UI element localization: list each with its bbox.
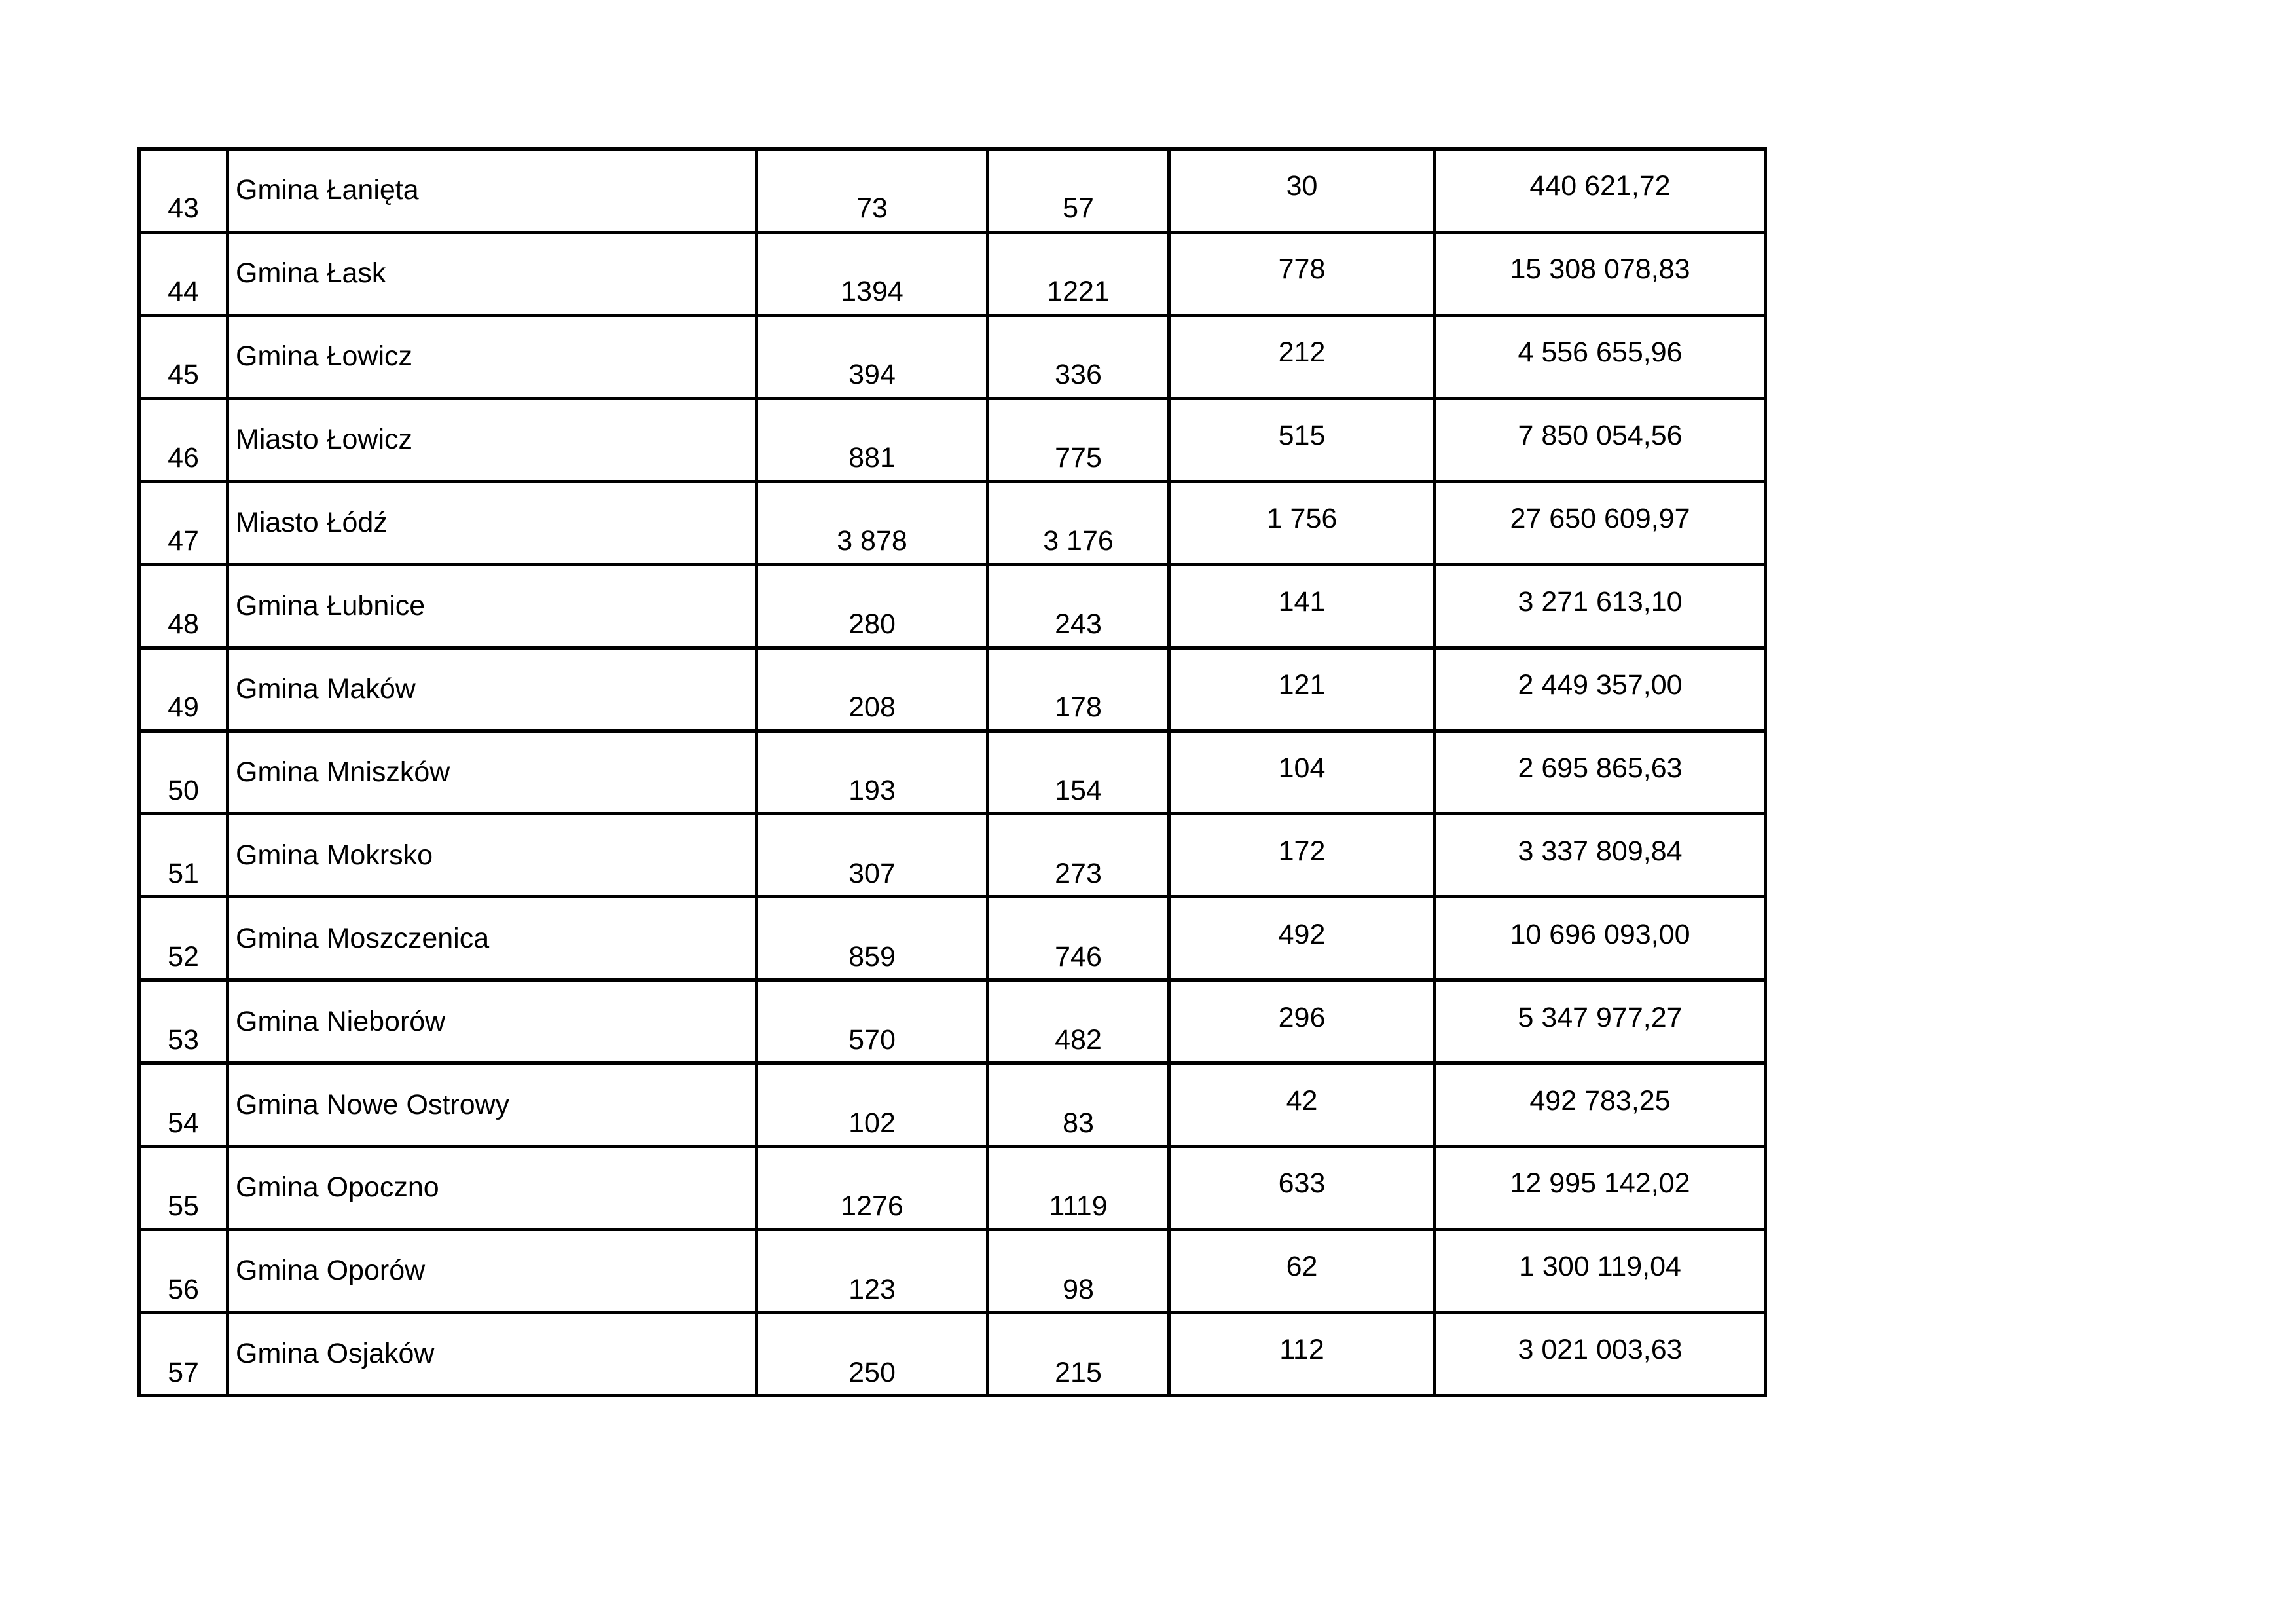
row-number-cell: [141, 483, 226, 563]
row-number-cell-text: 50: [168, 775, 199, 807]
municipality-name-cell-text: Gmina Maków: [236, 673, 416, 705]
value-a-cell: [758, 566, 986, 646]
row-number-cell-text: 53: [168, 1024, 199, 1056]
value-b-cell-text: 1119: [1049, 1190, 1108, 1222]
value-c-cell-text: 62: [1286, 1251, 1318, 1283]
municipality-name-cell: [229, 1065, 755, 1145]
municipality-name-cell-text: Gmina Łowicz: [236, 341, 413, 373]
row-number-cell: [141, 151, 226, 231]
municipality-name-cell: [229, 317, 755, 397]
amount-cell-text: 27 650 609,97: [1510, 502, 1690, 534]
row-number-cell-text: 56: [168, 1273, 199, 1305]
value-b-cell: [989, 650, 1167, 729]
row-number-cell: [141, 982, 226, 1061]
municipality-name-cell-text: Gmina Mniszków: [236, 756, 450, 788]
row-number-cell: [141, 234, 226, 314]
value-a-cell: [758, 1148, 986, 1228]
value-c-cell: [1171, 650, 1433, 729]
value-c-cell: [1171, 317, 1433, 397]
value-c-cell-text: 141: [1278, 585, 1326, 618]
row-number-cell-text: 46: [168, 442, 199, 474]
value-c-cell: [1171, 566, 1433, 646]
value-b-cell: [989, 400, 1167, 480]
value-a-cell-text: 881: [848, 442, 896, 474]
amount-cell: [1436, 733, 1764, 813]
value-a-cell-text: 250: [848, 1356, 896, 1388]
municipality-name-cell-text: Gmina Łubnice: [236, 589, 426, 621]
value-c-cell-text: 296: [1278, 1001, 1326, 1033]
value-c-cell-text: 121: [1278, 669, 1326, 701]
row-number-cell-text: 47: [168, 525, 199, 557]
value-c-cell-text: 778: [1278, 253, 1326, 286]
value-a-cell-text: 3 878: [837, 525, 907, 557]
row-number-cell-text: 45: [168, 359, 199, 391]
row-number-cell-text: 43: [168, 193, 199, 225]
amount-cell-text: 12 995 142,02: [1510, 1168, 1690, 1200]
amount-cell: [1436, 982, 1764, 1061]
value-b-cell-text: 98: [1063, 1273, 1094, 1305]
row-number-cell: [141, 815, 226, 895]
value-c-cell: [1171, 733, 1433, 813]
value-a-cell-text: 280: [848, 608, 896, 640]
row-number-cell: [141, 898, 226, 978]
municipality-name-cell: [229, 1231, 755, 1311]
value-b-cell: [989, 1065, 1167, 1145]
value-a-cell-text: 570: [848, 1024, 896, 1056]
value-a-cell: [758, 317, 986, 397]
value-b-cell-text: 746: [1055, 940, 1102, 972]
value-c-cell: [1171, 151, 1433, 231]
value-c-cell: [1171, 1231, 1433, 1311]
value-b-cell-text: 482: [1055, 1024, 1102, 1056]
value-b-cell: [989, 1148, 1167, 1228]
row-number-cell-text: 54: [168, 1107, 199, 1139]
value-b-cell-text: 1221: [1047, 276, 1110, 308]
municipality-name-cell: [229, 1148, 755, 1228]
value-c-cell-text: 172: [1278, 835, 1326, 867]
value-c-cell-text: 30: [1286, 170, 1318, 202]
value-b-cell: [989, 317, 1167, 397]
amount-cell-text: 10 696 093,00: [1510, 918, 1690, 950]
value-b-cell-text: 3 176: [1043, 525, 1114, 557]
value-b-cell-text: 775: [1055, 442, 1102, 474]
value-b-cell-text: 336: [1055, 359, 1102, 391]
municipality-name-cell-text: Gmina Moszczenica: [236, 922, 490, 954]
municipality-name-cell: [229, 234, 755, 314]
amount-cell-text: 440 621,72: [1529, 170, 1671, 202]
value-a-cell-text: 193: [848, 775, 896, 807]
value-a-cell: [758, 483, 986, 563]
amount-cell: [1436, 566, 1764, 646]
amount-cell: [1436, 650, 1764, 729]
municipality-name-cell: [229, 815, 755, 895]
value-b-cell-text: 178: [1055, 692, 1102, 724]
amount-cell: [1436, 1314, 1764, 1394]
amount-cell: [1436, 1231, 1764, 1311]
value-a-cell: [758, 234, 986, 314]
value-a-cell: [758, 1065, 986, 1145]
municipality-name-cell-text: Miasto Łowicz: [236, 424, 413, 456]
value-a-cell: [758, 898, 986, 978]
amount-cell-text: 3 337 809,84: [1518, 835, 1683, 867]
amount-cell-text: 7 850 054,56: [1518, 420, 1683, 452]
value-c-cell-text: 515: [1278, 420, 1326, 452]
amount-cell: [1436, 1148, 1764, 1228]
amount-cell: [1436, 483, 1764, 563]
value-a-cell: [758, 400, 986, 480]
value-c-cell: [1171, 400, 1433, 480]
row-number-cell-text: 51: [168, 857, 199, 889]
municipality-name-cell-text: Gmina Opoczno: [236, 1172, 439, 1204]
value-c-cell-text: 633: [1278, 1168, 1326, 1200]
municipality-name-cell-text: Gmina Nowe Ostrowy: [236, 1088, 510, 1120]
value-b-cell-text: 57: [1063, 193, 1094, 225]
row-number-cell: [141, 1314, 226, 1394]
row-number-cell-text: 52: [168, 940, 199, 972]
value-b-cell: [989, 1314, 1167, 1394]
value-a-cell-text: 102: [848, 1107, 896, 1139]
value-c-cell-text: 1 756: [1266, 502, 1338, 534]
row-number-cell: [141, 1065, 226, 1145]
value-a-cell-text: 1394: [841, 276, 903, 308]
amount-cell-text: 4 556 655,96: [1518, 337, 1683, 369]
value-b-cell: [989, 898, 1167, 978]
value-c-cell: [1171, 982, 1433, 1061]
amount-cell-text: 3 271 613,10: [1518, 585, 1683, 618]
municipality-name-cell: [229, 151, 755, 231]
municipality-name-cell: [229, 566, 755, 646]
amount-cell: [1436, 317, 1764, 397]
amount-cell: [1436, 400, 1764, 480]
municipality-name-cell-text: Miasto Łódź: [236, 506, 388, 538]
value-a-cell-text: 859: [848, 940, 896, 972]
value-c-cell: [1171, 1314, 1433, 1394]
municipality-name-cell-text: Gmina Osjaków: [236, 1338, 435, 1370]
value-b-cell: [989, 815, 1167, 895]
amount-cell-text: 492 783,25: [1529, 1084, 1671, 1116]
value-c-cell-text: 212: [1278, 337, 1326, 369]
municipalities-table: [137, 147, 1767, 1397]
value-b-cell-text: 243: [1055, 608, 1102, 640]
amount-cell: [1436, 815, 1764, 895]
municipality-name-cell-text: Gmina Łanięta: [236, 174, 419, 206]
amount-cell-text: 2 695 865,63: [1518, 752, 1683, 784]
value-b-cell: [989, 151, 1167, 231]
amount-cell: [1436, 898, 1764, 978]
row-number-cell: [141, 650, 226, 729]
amount-cell: [1436, 234, 1764, 314]
value-b-cell-text: 215: [1055, 1356, 1102, 1388]
municipality-name-cell: [229, 733, 755, 813]
amount-cell-text: 3 021 003,63: [1518, 1334, 1683, 1366]
row-number-cell: [141, 1231, 226, 1311]
municipality-name-cell-text: Gmina Łask: [236, 257, 386, 289]
row-number-cell-text: 57: [168, 1356, 199, 1388]
value-c-cell: [1171, 815, 1433, 895]
value-a-cell: [758, 1231, 986, 1311]
value-c-cell-text: 104: [1278, 752, 1326, 784]
amount-cell: [1436, 1065, 1764, 1145]
municipality-name-cell: [229, 898, 755, 978]
value-a-cell: [758, 151, 986, 231]
value-a-cell: [758, 733, 986, 813]
value-c-cell: [1171, 234, 1433, 314]
value-b-cell: [989, 1231, 1167, 1311]
value-a-cell-text: 1276: [841, 1190, 903, 1222]
value-b-cell: [989, 566, 1167, 646]
amount-cell-text: 15 308 078,83: [1510, 253, 1690, 286]
value-c-cell: [1171, 1148, 1433, 1228]
value-a-cell: [758, 982, 986, 1061]
value-a-cell-text: 123: [848, 1273, 896, 1305]
row-number-cell: [141, 566, 226, 646]
row-number-cell: [141, 400, 226, 480]
value-b-cell: [989, 733, 1167, 813]
municipality-name-cell: [229, 483, 755, 563]
row-number-cell: [141, 733, 226, 813]
value-a-cell: [758, 1314, 986, 1394]
value-a-cell-text: 73: [856, 193, 888, 225]
municipality-name-cell: [229, 1314, 755, 1394]
amount-cell: [1436, 151, 1764, 231]
row-number-cell: [141, 317, 226, 397]
value-b-cell: [989, 483, 1167, 563]
value-a-cell-text: 394: [848, 359, 896, 391]
value-b-cell: [989, 234, 1167, 314]
municipality-name-cell: [229, 982, 755, 1061]
municipality-name-cell-text: Gmina Nieborów: [236, 1005, 446, 1037]
value-a-cell-text: 208: [848, 692, 896, 724]
row-number-cell-text: 48: [168, 608, 199, 640]
row-number-cell-text: 55: [168, 1190, 199, 1222]
value-a-cell-text: 307: [848, 857, 896, 889]
value-b-cell-text: 273: [1055, 857, 1102, 889]
municipality-name-cell: [229, 400, 755, 480]
amount-cell-text: 5 347 977,27: [1518, 1001, 1683, 1033]
value-c-cell-text: 42: [1286, 1084, 1318, 1116]
value-b-cell-text: 154: [1055, 775, 1102, 807]
municipality-name-cell-text: Gmina Mokrsko: [236, 839, 433, 871]
value-c-cell-text: 112: [1279, 1334, 1324, 1366]
municipality-name-cell-text: Gmina Oporów: [236, 1255, 426, 1287]
value-c-cell: [1171, 1065, 1433, 1145]
value-a-cell: [758, 650, 986, 729]
value-c-cell: [1171, 898, 1433, 978]
value-c-cell-text: 492: [1278, 918, 1326, 950]
amount-cell-text: 1 300 119,04: [1519, 1251, 1681, 1283]
row-number-cell-text: 44: [168, 276, 199, 308]
value-c-cell: [1171, 483, 1433, 563]
amount-cell-text: 2 449 357,00: [1518, 669, 1683, 701]
value-a-cell: [758, 815, 986, 895]
value-b-cell-text: 83: [1063, 1107, 1094, 1139]
value-b-cell: [989, 982, 1167, 1061]
row-number-cell-text: 49: [168, 692, 199, 724]
row-number-cell: [141, 1148, 226, 1228]
municipality-name-cell: [229, 650, 755, 729]
